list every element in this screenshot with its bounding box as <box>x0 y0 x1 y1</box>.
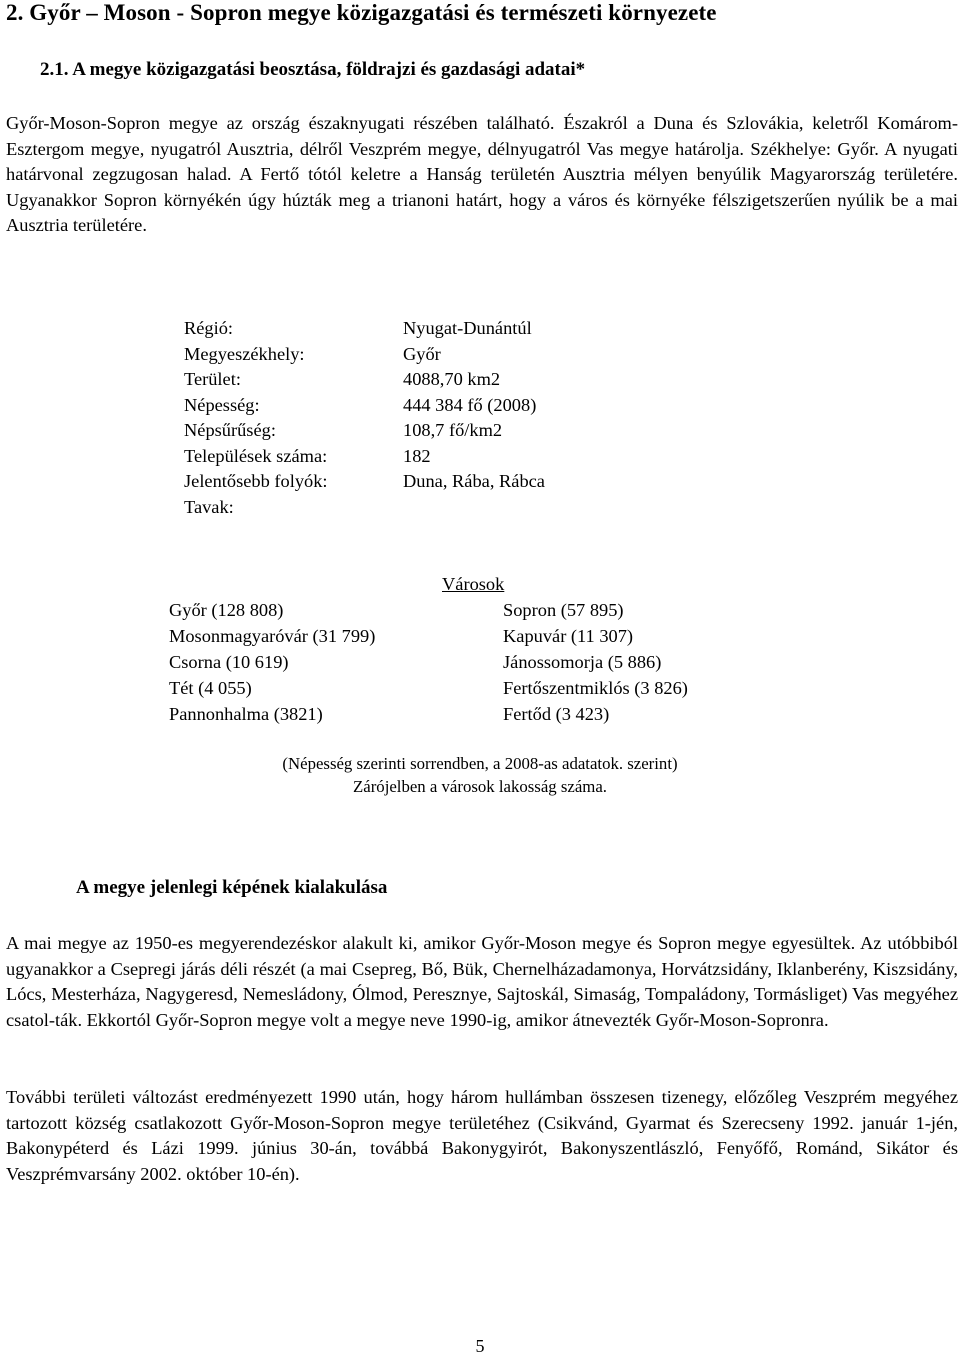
city-left: Győr (128 808) <box>169 600 284 620</box>
city-right: Sopron (57 895) <box>503 600 624 620</box>
history-paragraph: További területi változást eredményezett 1990 után, hogy három hullámban összesen tizenegy, előzőleg Veszprém megyéhez tartozott község csatlakozott Győr-Moson-Sopron megye területéhez (Csikvánd, Gyarmat és Szerecseny 1992. január 1-jén, Bakonypéterd és Lázi 1999. június 30-án, továbbá Bakonygyirót, Bakonyszentlászló, Fenyőfő, Románd, Sikátor és Veszprémvarsány 2002. október 10-én). <box>6 1087 958 1184</box>
info-label: Népesség: <box>184 394 260 415</box>
info-label: Jelentősebb folyók: <box>184 471 328 491</box>
info-row <box>184 367 545 393</box>
info-label: Népsűrűség: <box>184 420 276 440</box>
info-value: Nyugat-Dunántúl <box>403 318 532 338</box>
intro-paragraph: Győr-Moson-Sopron megye az ország északnyugati részében található. Északról a Duna és Szlovákia, keletről Komárom-Esztergom megye, nyugatról Ausztria, délről Veszprém megye, délnyugatról Vas megye határolja. Székhelye: Győr. A nyugati határvonal zegzugosan halad. A Fertő tótól keletre a Hanság területén Ausztria mélyen benyúlik Magyarország területére. Ugyanakkor Sopron környékén úgy húzták meg a trianoni határt, hogy a város és környéke félszigetszerűen nyúlik be a mai Ausztria területére. <box>6 113 958 236</box>
chapter-heading: 2. Győr – Moson - Sopron megye közigazgatási és természeti környezete <box>6 0 717 25</box>
info-label: Terület: <box>184 369 241 389</box>
info-label: Települések száma: <box>184 445 328 466</box>
county-info-table <box>184 316 545 520</box>
page-number: 5 <box>475 1336 485 1356</box>
info-value: Duna, Rába, Rábca <box>403 471 545 491</box>
info-value: 4088,70 km2 <box>403 369 501 389</box>
info-label: Tavak: <box>184 496 234 517</box>
info-value: 182 <box>403 445 431 466</box>
city-right: Fertőd (3 423) <box>503 704 610 724</box>
city-right: Fertőszentmiklós (3 826) <box>503 678 688 698</box>
section-title: A megye jelenlegi képének kialakulása <box>76 877 388 898</box>
cities-title: Városok <box>442 574 505 594</box>
city-left: Csorna (10 619) <box>169 652 289 672</box>
city-left: Mosonmagyaróvár (31 799) <box>169 626 376 646</box>
info-row <box>184 342 545 368</box>
city-left: Tét (4 055) <box>169 678 252 698</box>
history-paragraph: A mai megye az 1950-es megyerendezéskor alakult ki, amikor Győr-Moson megye és Sopron megye egyesültek. Az utóbbiból ugyanakkor a Csepregi járás déli részét (a mai Csepreg, Bő, Bük, Chernelházadamonya, Horvátzsidány, Iklanberény, Kiszsidány, Lócs, Mesterháza, Nagygeresd, Nemesládony, Ólmod, Peresznye, Sajtoskál, Simaság, Tompaládony, Tormásliget) Vas megyéhez csatol-ták. Ekkortól Győr-Sopron megye volt a megye neve 1990-ig, amikor átnevezték Győr-Moson-Sopronra. <box>6 933 958 1030</box>
section-heading: 2.1. A megye közigazgatási beosztása, földrajzi és gazdasági adatai* <box>40 59 586 80</box>
info-row <box>184 469 545 495</box>
city-right: Kapuvár (11 307) <box>503 626 634 646</box>
info-row <box>184 418 545 444</box>
city-left: Pannonhalma (3821) <box>169 704 323 724</box>
cities-note: (Népesség szerinti sorrendben, a 2008-as adatatok. szerint) <box>282 754 678 773</box>
info-row <box>184 444 545 470</box>
info-row <box>184 316 545 342</box>
info-value: Győr <box>403 343 441 364</box>
info-label: Régió: <box>184 318 234 338</box>
city-right: Jánossomorja (5 886) <box>503 652 662 672</box>
info-value: 444 384 fő (2008) <box>403 394 537 415</box>
info-row <box>184 495 545 521</box>
info-value: 108,7 fő/km2 <box>403 420 503 440</box>
cities-note: Zárójelben a városok lakosság száma. <box>353 777 607 796</box>
info-label: Megyeszékhely: <box>184 343 305 364</box>
info-row <box>184 393 545 419</box>
